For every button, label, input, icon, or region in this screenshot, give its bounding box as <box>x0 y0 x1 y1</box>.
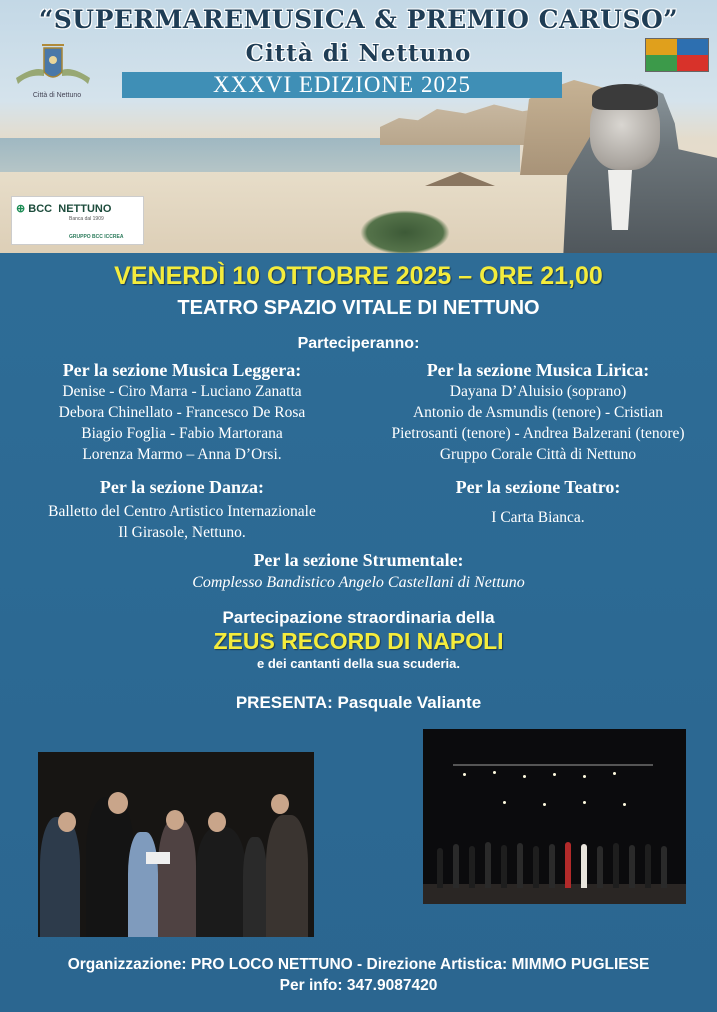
section-line: Gruppo Corale Città di Nettuno <box>439 446 637 463</box>
info-phone: Per info: 347.9087420 <box>279 977 438 994</box>
crest-caption: Città di Nettuno <box>32 92 82 99</box>
section-leggera <box>12 360 352 465</box>
section-strumentale-heading: Per la sezione Strumentale: <box>253 550 464 570</box>
award-ceremony-photo <box>38 752 314 937</box>
bush <box>360 210 450 253</box>
section-heading: Per la sezione Teatro: <box>455 477 621 497</box>
city-title: Città di Nettuno <box>245 40 472 67</box>
bcc-name: NETTUNO <box>58 203 112 215</box>
section-heading: Per la sezione Danza: <box>99 477 265 497</box>
section-line: Antonio de Asmundis (tenore) - Cristian <box>412 404 664 421</box>
section-line: I Carta Bianca. <box>491 509 585 526</box>
section-danza <box>12 477 352 543</box>
section-line: Lorenza Marmo – Anna D’Orsi. <box>82 446 282 463</box>
bcc-tagline: Banca dal 1909 <box>69 216 104 222</box>
event-venue: TEATRO SPAZIO VITALE DI NETTUNO <box>177 297 540 319</box>
choir-stage-photo <box>423 729 686 904</box>
section-heading: Per la sezione Musica Leggera: <box>62 360 302 380</box>
participants-intro: Parteciperanno: <box>297 335 420 352</box>
section-line: Denise - Ciro Marra - Luciano Zanatta <box>62 383 302 400</box>
special-intro: Partecipazione straordinaria della <box>222 608 495 627</box>
section-line: Il Girasole, Nettuno. <box>118 524 246 541</box>
event-date: VENERDÌ 10 OTTOBRE 2025 – ORE 21,00 <box>114 262 603 290</box>
bcc-prefix: BCC <box>28 203 53 215</box>
section-line: Pietrosanti (tenore) - Andrea Balzerani (tenore) <box>391 425 685 442</box>
pro-loco-logo-icon <box>645 38 709 72</box>
host: PRESENTA: Pasquale Valiante <box>235 693 482 712</box>
section-line: Balletto del Centro Artistico Internazionale <box>48 503 316 520</box>
bcc-sponsor-logo <box>11 196 144 245</box>
special-guest: ZEUS RECORD DI NAPOLI <box>213 628 504 654</box>
section-teatro <box>362 477 714 528</box>
section-line: Debora Chinellato - Francesco De Rosa <box>58 404 306 421</box>
section-lirica <box>362 360 714 465</box>
section-line: Dayana D’Aluisio (soprano) <box>449 383 627 400</box>
bcc-mark-icon: ⊕ <box>16 203 26 215</box>
organization: Organizzazione: PRO LOCO NETTUNO - Direzione Artistica: MIMMO PUGLIESE <box>67 956 650 973</box>
edition-band: XXXVI EDIZIONE 2025 <box>122 72 562 98</box>
bcc-group: GRUPPO BCC ICCREA <box>69 234 124 240</box>
section-strumentale-line: Complesso Bandistico Angelo Castellani di Nettuno <box>192 574 525 591</box>
header-photo <box>0 0 717 253</box>
section-heading: Per la sezione Musica Lirica: <box>426 360 650 380</box>
section-line: Biagio Foglia - Fabio Martorana <box>81 425 283 442</box>
special-note: e dei cantanti della sua scuderia. <box>256 656 461 671</box>
event-title: “SUPERMAREMUSICA & PREMIO CARUSO” <box>38 5 679 34</box>
portrait-hair <box>592 84 658 110</box>
